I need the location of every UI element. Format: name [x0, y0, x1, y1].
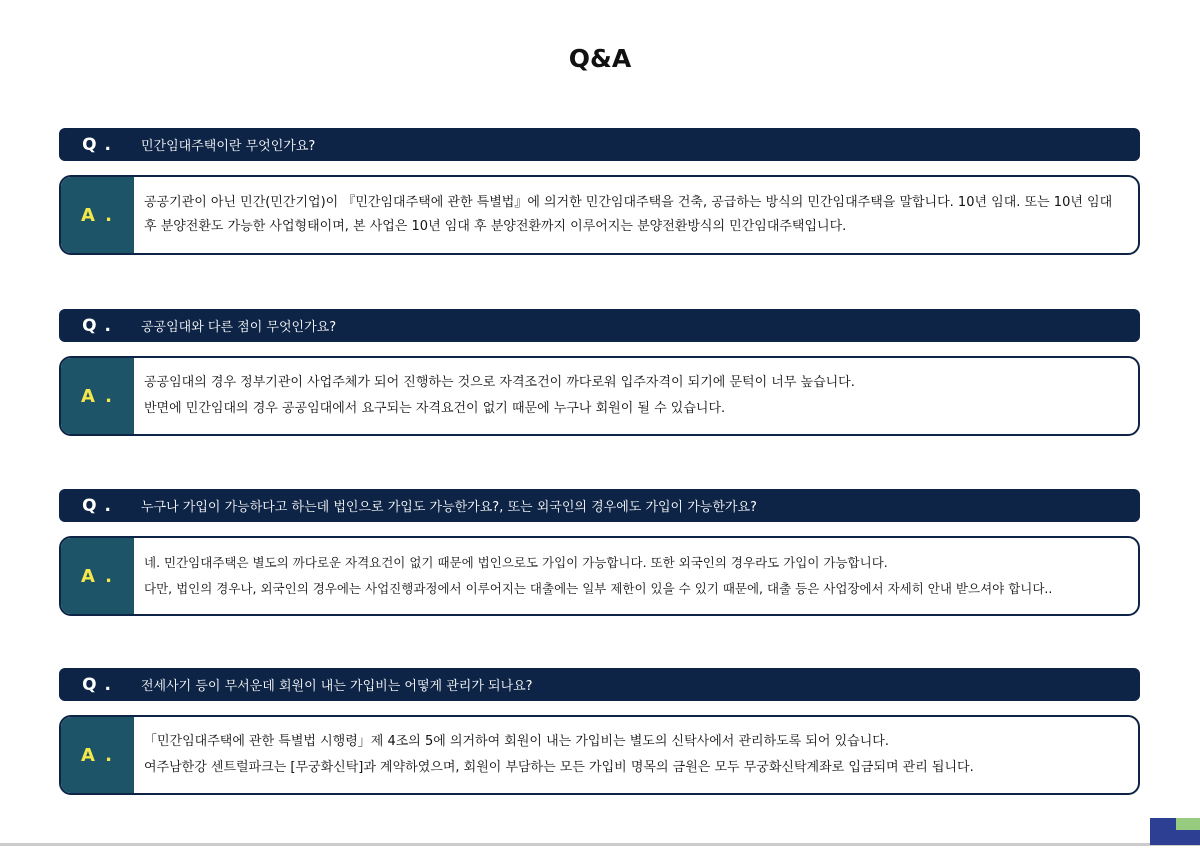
- question-text: 전세사기 등이 무서운데 회원이 내는 가입비는 어떻게 관리가 되나요?: [141, 679, 533, 694]
- q-label: Q .: [82, 315, 112, 336]
- a-label: A .: [61, 358, 134, 434]
- qa-item-4: [59, 668, 1140, 795]
- answer-text: [134, 358, 1138, 434]
- footer-divider: [0, 843, 1200, 846]
- answer-line: 반면에 민간임대의 경우 공공임대에서 요구되는 자격요건이 없기 때문에 누구나 회원이 될 수 있습니다.: [144, 401, 726, 416]
- qa-item-3: [59, 489, 1140, 616]
- answer-box: [59, 536, 1140, 616]
- question-bar: [59, 128, 1140, 161]
- question-text: 누구나 가입이 가능하다고 하는데 법인으로 가입도 가능한가요?, 또는 외국인의 경우에도 가입이 가능한가요?: [141, 500, 757, 515]
- question-text: 민간임대주택이란 무엇인가요?: [141, 139, 316, 154]
- answer-line: 다만, 법인의 경우나, 외국인의 경우에는 사업진행과정에서 이루어지는 대출에는 일부 제한이 있을 수 있기 때문에, 대출 등은 사업장에서 자세히 안내 받으셔야 합니다..: [144, 581, 1053, 596]
- qa-item-1: [59, 128, 1140, 255]
- a-label: A .: [61, 717, 134, 793]
- answer-box: [59, 356, 1140, 436]
- a-label: A .: [61, 538, 134, 614]
- answer-line: 네. 민간임대주택은 별도의 까다로운 자격요건이 없기 때문에 법인으로도 가입이 가능합니다. 또한 외국인의 경우라도 가입이 가능합니다.: [144, 555, 888, 570]
- question-bar: [59, 489, 1140, 522]
- qa-item-2: [59, 309, 1140, 436]
- a-label: A .: [61, 177, 134, 253]
- question-text: 공공임대와 다른 점이 무엇인가요?: [141, 320, 337, 335]
- question-bar: [59, 309, 1140, 342]
- logo-block-icon: [1176, 830, 1200, 845]
- answer-box: [59, 715, 1140, 795]
- q-label: Q .: [82, 674, 112, 695]
- answer-line: 「민간임대주택에 관한 특별법 시행령」제 4조의 5에 의거하여 회원이 내는 가입비는 별도의 신탁사에서 관리하도록 되어 있습니다.: [144, 734, 889, 749]
- question-bar: [59, 668, 1140, 701]
- page-title: Q&A: [568, 44, 632, 73]
- logo-block-icon: [1176, 818, 1200, 830]
- q-label: Q .: [82, 134, 112, 155]
- answer-line: 공공기관이 아닌 민간(민간기업)이 『민간임대주택에 관한 특별법』에 의거한 민간임대주택을 건축, 공급하는 방식의 민간임대주택을 말합니다. 10년 임대. 또는 10년 임대 후 분양전환도 가능한 사업형태이며, 본 사업은 10년 임대 후 분양전환까지 이루어지는 분양전환방식의 민간임대주택입니다.: [144, 195, 1113, 234]
- answer-line: 여주남한강 센트럴파크는 [무궁화신탁]과 계약하였으며, 회원이 부담하는 모든 가입비 명목의 금원은 모두 무궁화신탁계좌로 입금되며 관리 됩니다.: [144, 760, 974, 775]
- answer-box: [59, 175, 1140, 255]
- answer-text: [134, 717, 1138, 793]
- answer-text: [134, 177, 1138, 253]
- answer-text: [134, 538, 1138, 614]
- answer-line: 공공임대의 경우 정부기관이 사업주체가 되어 진행하는 것으로 자격조건이 까다로워 입주자격이 되기에 문턱이 너무 높습니다.: [144, 375, 855, 390]
- logo-block-icon: [1150, 818, 1176, 845]
- q-label: Q .: [82, 495, 112, 516]
